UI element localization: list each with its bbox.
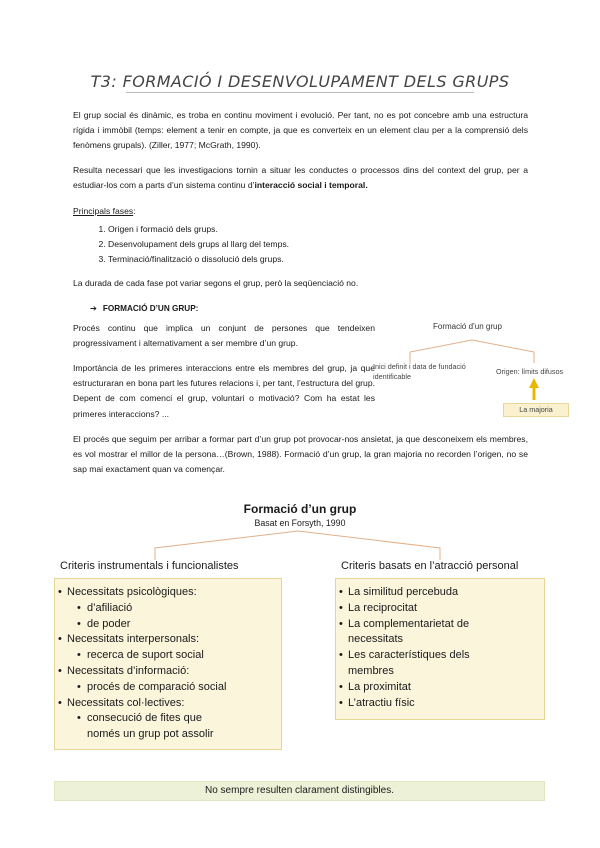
section-paragraph-1: Procés continu que implica un conjunt de persones que tendeixen progressivament i alternativament a ser membre d’un grup. <box>73 323 375 349</box>
section-paragraph-3: El procés que seguim per arribar a formar part d’un grup pot provocar-nos ansietat, ja que desconeixem els membres, es vol mostrar el millor de la persona…(Brown, 1988). Formació d’un grup, la gran majoria no recorden l’origen, no se sap mai exactament quan va començar. <box>73 434 528 475</box>
list-item: • La complementarietat de <box>336 617 544 633</box>
mini-connector-line <box>410 340 534 363</box>
big-diagram-subtitle: Basat en Forsyth, 1990 <box>254 518 346 528</box>
up-arrow-icon <box>529 378 539 400</box>
phase-item: 2. Desenvolupament dels grups al llarg del temps. <box>108 237 289 252</box>
phases-list <box>92 222 289 268</box>
left-column-heading: Criteris instrumentals i funcionalistes <box>60 560 239 572</box>
list-item: • recerca de suport social <box>55 648 281 664</box>
list-item: • de poder <box>55 617 281 633</box>
intro-p2-text: Resulta necessari que les investigacions tornin a situar les conductes o processos dins del context del grup, per a estudiar-los com a parts d’un sistema continu d’ <box>73 165 528 191</box>
arrow-right-icon: ➔ <box>90 304 97 313</box>
list-item: • La proximitat <box>336 680 544 696</box>
right-criteria-list <box>336 579 544 711</box>
list-item: • d’afiliació <box>55 601 281 617</box>
list-item: • Necessitats col·lectives: <box>55 696 281 712</box>
phases-heading <box>73 204 528 219</box>
list-item-continuation: membres <box>348 664 394 677</box>
phases-heading-text: Principals fases <box>73 206 134 216</box>
list-item-continuation: necessitats <box>348 633 404 646</box>
footer-note: No sempre resulten clarament distingibles. <box>54 781 545 801</box>
page-title: T3: FORMACIÓ I DESENVOLUPAMENT DELS GRUPS <box>90 72 510 91</box>
left-criteria-list <box>55 579 281 743</box>
continuation-text: només un grup pot assolir <box>87 728 214 741</box>
list-item: • Les característiques dels <box>336 648 544 664</box>
section-heading <box>90 303 198 313</box>
phase-item: 1. Origen i formació dels grups. <box>108 222 289 237</box>
list-item: • L’atractiu físic <box>336 696 544 712</box>
big-diagram-title: Formació d’un grup <box>243 502 357 516</box>
list-item: • procés de comparació social <box>55 680 281 696</box>
phases-note: La durada de cada fase pot variar segons el grup, però la seqüenciació no. <box>73 278 359 288</box>
list-item: • La reciprocitat <box>336 601 544 617</box>
big-connector-line <box>155 531 440 560</box>
section-heading-text: FORMACIÓ D’UN GRUP: <box>102 304 199 313</box>
section-paragraph-2: Importància de les primeres interaccions entre els membres del grup, ja que estructuraran en bona part les futures relacions i, per tant, l’estructura del grup. Depent de com comenci el grup, voluntari o motivació? Com ha estat les primeres interaccions? ... <box>73 363 375 419</box>
phase-item: 3. Terminació/finalització o dissolució dels grups. <box>108 252 289 267</box>
right-column-heading: Criteris basats en l’atracció personal <box>341 560 519 572</box>
list-item: • La similitud percebuda <box>336 585 544 601</box>
intro-paragraph-1: El grup social és dinàmic, es troba en continu moviment i evolució. Per tant, no es pot concebre amb una estructura rígida i immòbil (temps: element a tenir en compte, ja que es converteix en un element clau per a la comprensió dels fenòmens grupals). (Ziller, 1977; McGrath, 1990). <box>73 110 528 151</box>
mini-diagram-right: Origen: límits difusos <box>496 367 564 376</box>
left-criteria-box <box>54 578 282 750</box>
mini-diagram-left: Inici definit i data de fundació identificable <box>373 362 466 381</box>
list-item: • Necessitats d’informació: <box>55 664 281 680</box>
mini-diagram-title: Formació d’un grup <box>433 322 502 331</box>
title-rule <box>126 92 474 93</box>
list-item: • Necessitats interpersonals: <box>55 632 281 648</box>
intro-paragraph-2 <box>73 163 528 193</box>
intro-p2-bold: interacció social i temporal. <box>254 180 368 191</box>
list-item: • Necessitats psicològiques: <box>55 585 281 601</box>
list-item-continuation <box>55 727 281 743</box>
right-criteria-box <box>335 578 545 720</box>
phases-colon: : <box>133 206 136 216</box>
majority-tag: La majoria <box>503 403 569 417</box>
list-item: • consecució de fites que <box>55 711 281 727</box>
